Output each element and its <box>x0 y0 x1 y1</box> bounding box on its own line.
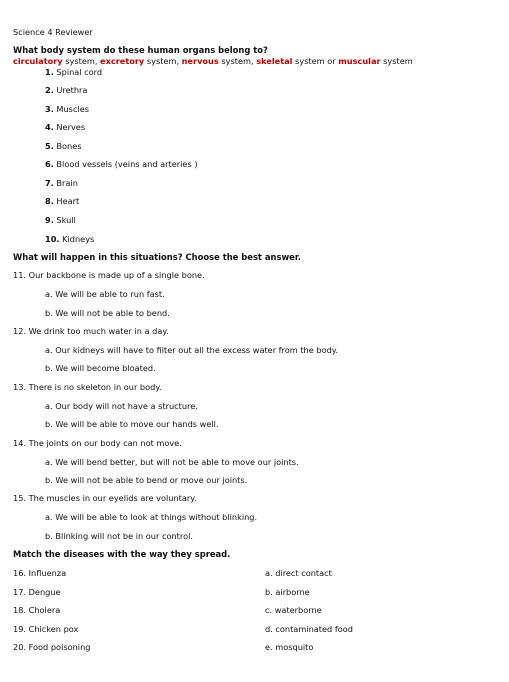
organ-text: Heart <box>56 196 80 206</box>
part2-question: What will happen in this situations? Choose the best answer. <box>13 252 301 262</box>
spread-option: c. waterborne <box>265 605 322 615</box>
option-separator: system or <box>292 56 339 66</box>
organ-text: Spinal cord <box>56 67 103 77</box>
spread-option: d. contaminated food <box>265 624 353 634</box>
organ-item <box>45 67 102 77</box>
organ-item <box>45 178 78 188</box>
organ-item <box>45 104 89 114</box>
organ-item <box>45 159 198 169</box>
answer-choice-a: a. We will bend better, but will not be able to move our joints. <box>45 457 299 467</box>
situation-question: 12. We drink too much water in a day. <box>13 326 169 336</box>
disease-item: 18. Cholera <box>13 605 61 615</box>
part1-options <box>13 56 413 66</box>
organ-item <box>45 122 85 132</box>
organ-text: Blood vessels (veins and arteries ) <box>56 159 198 169</box>
organ-item <box>45 234 94 244</box>
organ-number: 1. <box>45 67 54 77</box>
answer-choice-b: b. We will not be able to bend. <box>45 308 170 318</box>
answer-choice-a: a. Our body will not have a structure. <box>45 401 198 411</box>
organ-text: Urethra <box>56 85 88 95</box>
disease-item: 19. Chicken pox <box>13 624 79 634</box>
option-skeletal: skeletal <box>256 56 293 66</box>
part1-question: What body system do these human organs belong to? <box>13 45 268 55</box>
option-separator: system, <box>144 56 182 66</box>
organ-number: 8. <box>45 196 54 206</box>
situation-question: 14. The joints on our body can not move. <box>13 438 182 448</box>
organ-number: 10. <box>45 234 60 244</box>
organ-text: Bones <box>56 141 82 151</box>
disease-item: 20. Food poisoning <box>13 642 91 652</box>
organ-text: Kidneys <box>62 234 95 244</box>
organ-item <box>45 196 79 206</box>
organ-text: Nerves <box>56 122 86 132</box>
situation-question: 11. Our backbone is made up of a single bone. <box>13 270 205 280</box>
option-separator: system <box>380 56 413 66</box>
organ-item <box>45 215 76 225</box>
organ-number: 9. <box>45 215 54 225</box>
spread-option: e. mosquito <box>265 642 314 652</box>
answer-choice-b: b. We will be able to move our hands well. <box>45 419 219 429</box>
organ-item <box>45 85 87 95</box>
organ-text: Muscles <box>56 104 90 114</box>
answer-choice-a: a. We will be able to look at things without blinking. <box>45 512 258 522</box>
answer-choice-b: b. Blinking will not be in our control. <box>45 531 193 541</box>
option-separator: system, <box>218 56 257 66</box>
disease-item: 17. Dengue <box>13 587 61 597</box>
organ-number: 5. <box>45 141 54 151</box>
answer-choice-b: b. We will not be able to bend or move our joints. <box>45 475 248 485</box>
organ-text: Skull <box>56 215 76 225</box>
option-nervous: nervous <box>181 56 219 66</box>
organ-text: Brain <box>56 178 78 188</box>
situation-question: 13. There is no skeleton in our body. <box>13 382 162 392</box>
option-circulatory: circulatory <box>13 56 63 66</box>
answer-choice-a: a. Our kidneys will have to filter out all the excess water from the body. <box>45 345 339 355</box>
option-excretory: excretory <box>100 56 145 66</box>
organ-number: 4. <box>45 122 54 132</box>
spread-option: a. direct contact <box>265 568 332 578</box>
option-muscular: muscular <box>338 56 381 66</box>
organ-number: 7. <box>45 178 54 188</box>
part3-question: Match the diseases with the way they spread. <box>13 549 231 559</box>
organ-number: 6. <box>45 159 54 169</box>
answer-choice-a: a. We will be able to run fast. <box>45 289 165 299</box>
page-title: Science 4 Reviewer <box>13 27 93 37</box>
organ-number: 2. <box>45 85 54 95</box>
answer-choice-b: b. We will become bloated. <box>45 363 156 373</box>
disease-item: 16. Influenza <box>13 568 67 578</box>
option-separator: system, <box>62 56 101 66</box>
organ-item <box>45 141 82 151</box>
organ-number: 3. <box>45 104 54 114</box>
spread-option: b. airborne <box>265 587 310 597</box>
situation-question: 15. The muscles in our eyelids are voluntary. <box>13 493 197 503</box>
